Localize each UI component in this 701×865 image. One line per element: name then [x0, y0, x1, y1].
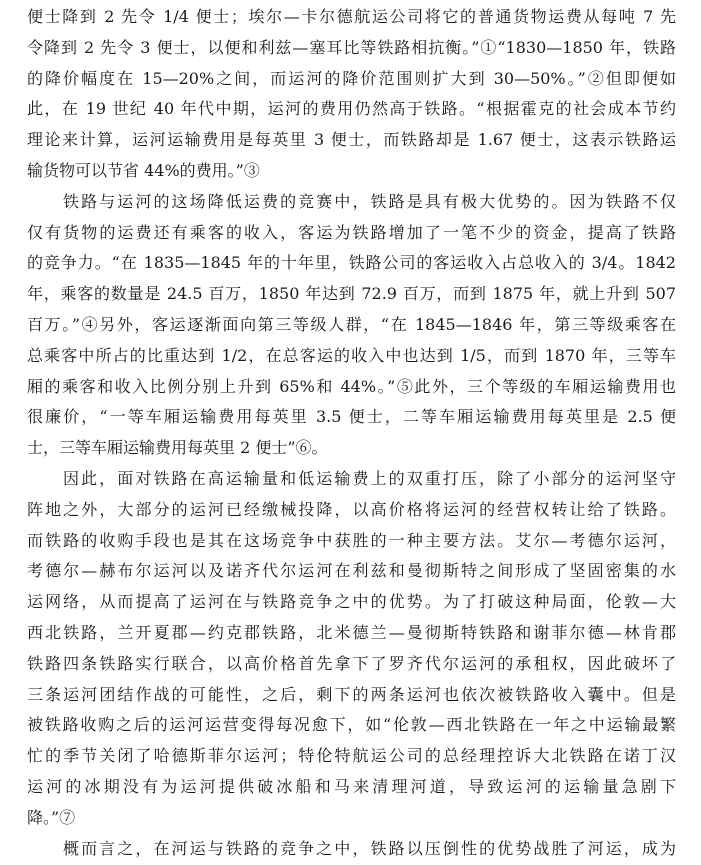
text-line: 阵地之外，大部分的运河已经缴械投降，以高价格将运河的经营权转让给了铁路。	[27, 499, 676, 519]
text-line: 的竞争力。“在 1835—1845 年的十年里，铁路公司的客运收入占总收入的 3/4。1842	[27, 253, 676, 273]
text-line: 此，在 19 世纪 40 年代中期，运河的费用仍然高于铁路。“根据霍克的社会成本节约	[27, 99, 676, 119]
text-line: 被铁路收购之后的运河运营变得每况愈下，如“伦敦—西北铁路在一年之中运输最繁	[27, 715, 676, 735]
paragraph	[27, 834, 676, 865]
text-line: 忙的季节关闭了哈德斯菲尔运河；特伦特航运公司的总经理控诉大北铁路在诺丁汉	[27, 746, 676, 766]
paragraph	[27, 2, 676, 187]
text-line: 考德尔—赫布尔运河以及诺齐代尔运河在利兹和曼彻斯特之间形成了坚固密集的水	[27, 561, 676, 581]
paragraph	[27, 464, 676, 834]
text-line: 年，乘客的数量是 24.5 百万，1850 年达到 72.9 百万，而到 1875 年，就上升到 507	[27, 284, 676, 304]
text-line: 降。”⑦	[27, 807, 76, 827]
text-line: 而铁路的收购手段也是其在这场竞争中获胜的一种主要方法。艾尔—考德尔运河，	[27, 530, 676, 550]
text-line: 因此，面对铁路在高运输量和低运输费上的双重打压，除了小部分的运河坚守	[63, 468, 676, 488]
text-line: 西北铁路，兰开夏郡—约克郡铁路，北米德兰—曼彻斯特铁路和谢菲尔德—林肯郡	[27, 622, 676, 642]
text-line: 的降价幅度在 15—20%之间，而运河的降价范围则扩大到 30—50%。”②但即便如	[27, 68, 676, 88]
paragraph	[27, 187, 676, 464]
text-line: 运网络，从而提高了运河在与铁路竞争之中的优势。为了打破这种局面，伦敦—大	[27, 592, 676, 612]
document-page	[27, 2, 676, 864]
text-line: 铁路四条铁路实行联合，以高价格首先拿下了罗齐代尔运河的承租权，因此破坏了	[27, 653, 676, 673]
text-line: 令降到 2 先令 3 便士，以便和利兹—塞耳比等铁路相抗衡。”①“1830—1850 年，铁路	[27, 37, 676, 57]
text-line: 铁路与运河的这场降低运费的竞赛中，铁路是具有极大优势的。因为铁路不仅	[63, 191, 676, 211]
text-line: 士，三等车厢运输费用每英里 2 便士”⑥。	[27, 438, 328, 458]
text-line: 运河的冰期没有为运河提供破冰船和马来清理河道，导致运河的运输量急剧下	[27, 776, 676, 796]
text-line: 百万。”④另外，客运逐渐面向第三等级人群，“在 1845—1846 年，第三等级乘客在	[27, 314, 676, 334]
text-line: 概而言之，在河运与铁路的竞争之中，铁路以压倒性的优势战胜了河运，成为	[63, 838, 676, 858]
text-line: 三条运河团结作战的可能性，之后，剩下的两条运河也依次被铁路收入囊中。但是	[27, 684, 676, 704]
text-line: 输货物可以节省 44%的费用。”③	[27, 160, 260, 180]
text-line: 厢的乘客和收入比例分别上升到 65%和 44%。”⑤此外，三个等级的车厢运输费用也	[27, 376, 676, 396]
text-line: 总乘客中所占的比重达到 1/2，在总客运的收入中也达到 1/5，而到 1870 年，三等车	[27, 345, 676, 365]
text-line: 很廉价，“一等车厢运输费用每英里 3.5 便士，二等车厢运输费用每英里是 2.5 便	[27, 407, 676, 427]
text-line: 理论来计算，运河运输费用是每英里 3 便士，而铁路却是 1.67 便士，这表示铁路运	[27, 130, 676, 150]
text-line: 便士降到 2 先令 1/4 便士；埃尔—卡尔德航运公司将它的普通货物运费从每吨 7 先	[27, 7, 676, 26]
text-line: 仅有货物的运费还有乘客的收入，客运为铁路增加了一笔不少的资金，提高了铁路	[27, 222, 676, 242]
